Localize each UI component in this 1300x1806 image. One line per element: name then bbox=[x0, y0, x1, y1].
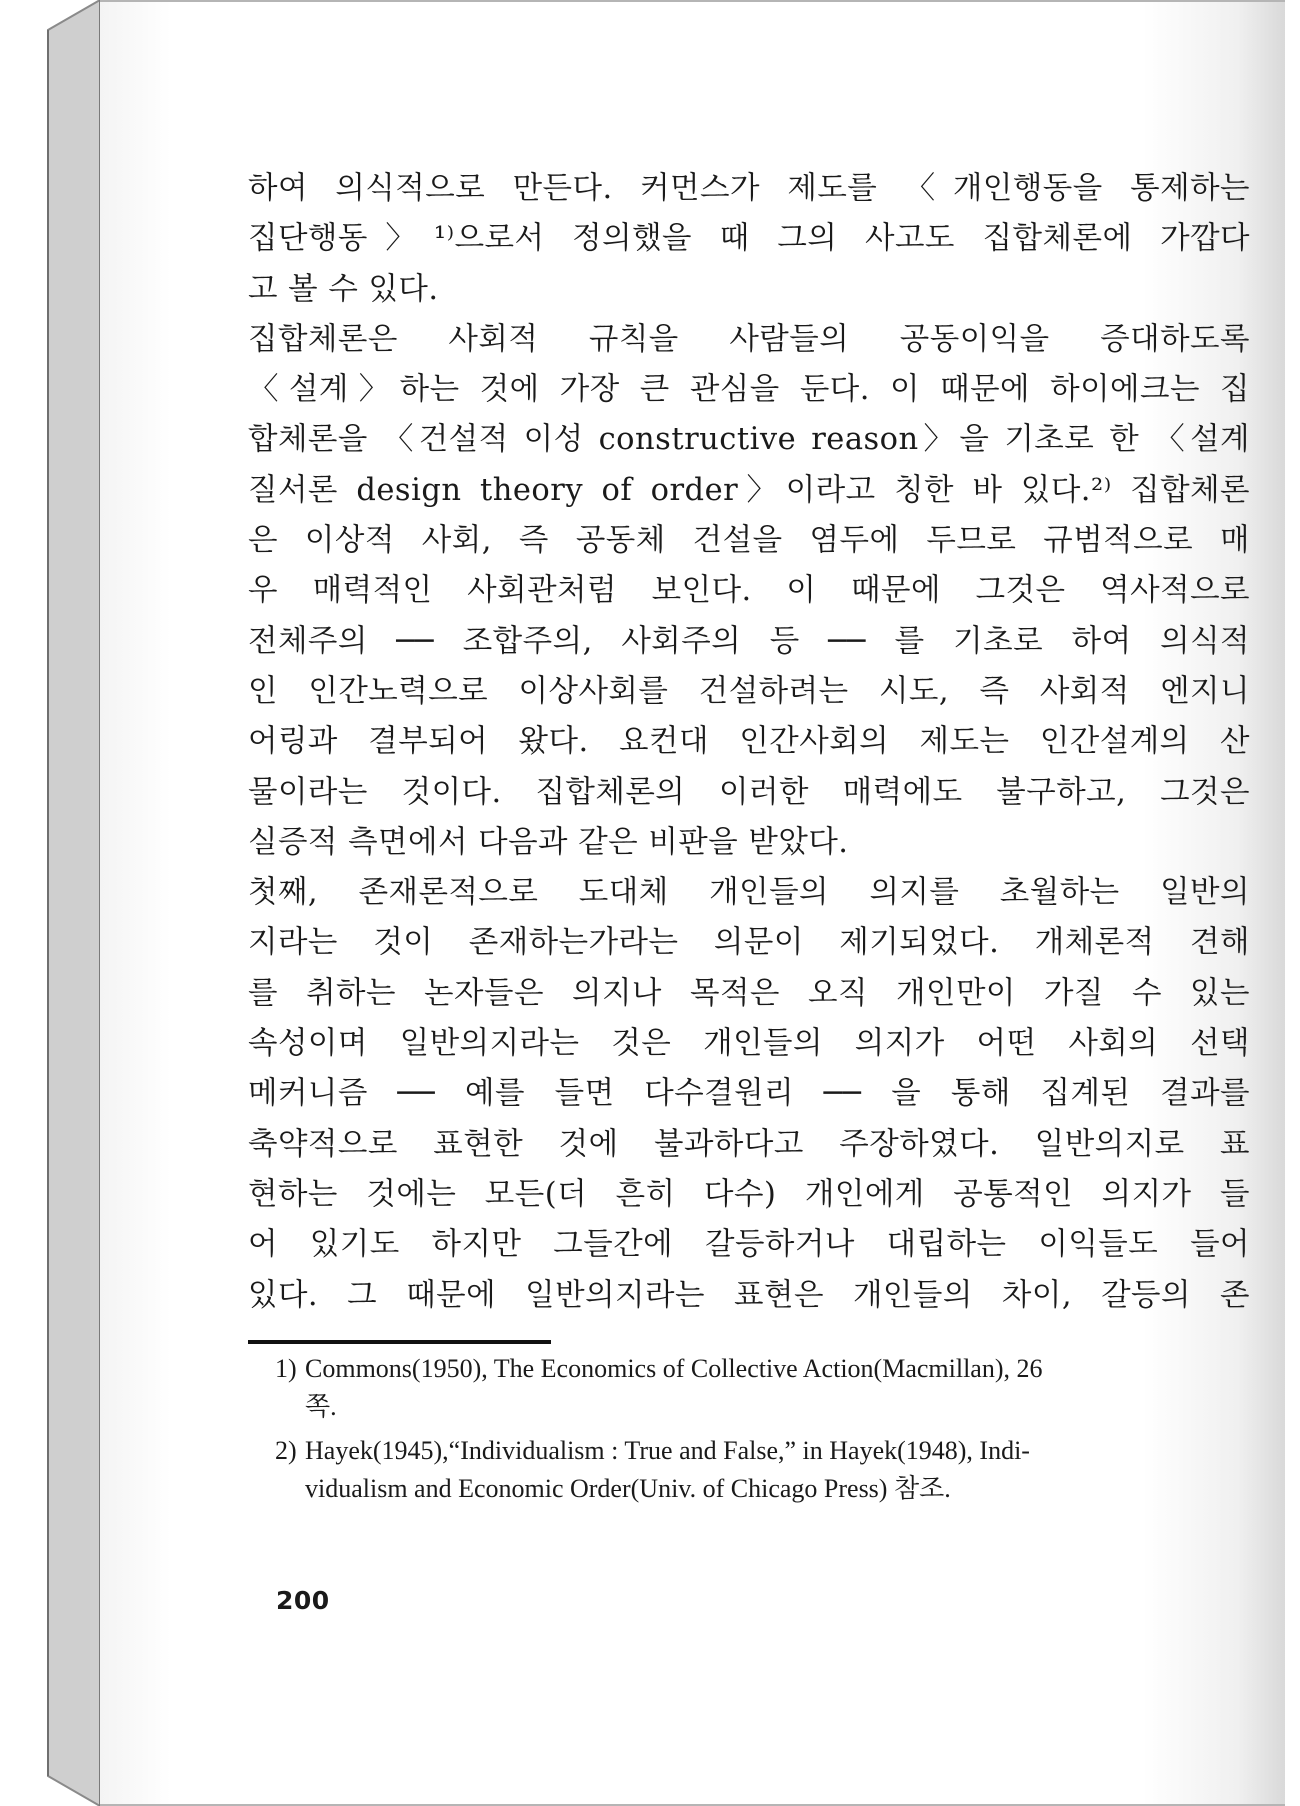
body-text bbox=[248, 164, 1250, 1321]
page-number: 200 bbox=[276, 1586, 330, 1615]
text-line: 어링과 결부되어 왔다. 요컨대 인간사회의 제도는 인간설계의 산 bbox=[248, 724, 1250, 760]
text-line: 메커니즘 ── 예를 들면 다수결원리 ── 을 통해 집계된 결과를 bbox=[248, 1076, 1250, 1112]
text-line: 속성이며 일반의지라는 것은 개인들의 의지가 어떤 사회의 선택 bbox=[248, 1026, 1250, 1062]
text-line: 전체주의 ── 조합주의, 사회주의 등 ── 를 기초로 하여 의식적 bbox=[248, 623, 1250, 659]
text-line: 첫째, 존재론적으로 도대체 개인들의 의지를 초월하는 일반의 bbox=[248, 875, 1250, 911]
text-line: 인 인간노력으로 이상사회를 건설하려는 시도, 즉 사회적 엔지니 bbox=[248, 673, 1250, 709]
text-line: 지라는 것이 존재하는가라는 의문이 제기되었다. 개체론적 견해 bbox=[248, 925, 1250, 961]
text-line: 를 취하는 논자들은 의지나 목적은 오직 개인만이 가질 수 있는 bbox=[248, 975, 1250, 1011]
text-line: 질서론 design theory of order〉이라고 칭한 바 있다.²⁾ 집합체론 bbox=[248, 472, 1250, 508]
text-line: 집단행동〉¹⁾으로서 정의했을 때 그의 사고도 집합체론에 가깝다 bbox=[248, 221, 1250, 257]
footnote-2-continuation: vidualism and Economic Order(Univ. of Chicago Press) 참조. bbox=[305, 1474, 951, 1503]
book-page bbox=[100, 0, 1285, 1806]
footnote-1 bbox=[275, 1350, 1250, 1388]
footnote-text: Commons(1950), The Economics of Collective Action(Macmillan), 26 bbox=[305, 1354, 1043, 1383]
text-line: 〈설계〉하는 것에 가장 큰 관심을 둔다. 이 때문에 하이에크는 집 bbox=[248, 372, 1250, 408]
page-frame bbox=[100, 0, 1285, 1806]
footnote-2 bbox=[275, 1432, 1250, 1470]
footnotes bbox=[275, 1350, 1250, 1508]
text-line: 합체론을 〈건설적 이성 constructive reason〉을 기초로 한 〈설계 bbox=[248, 422, 1250, 458]
text-line: 고 볼 수 있다. bbox=[248, 271, 439, 307]
text-line: 집합체론은 사회적 규칙을 사람들의 공동이익을 증대하도록 bbox=[248, 321, 1250, 357]
footnote-divider bbox=[248, 1340, 551, 1344]
text-line: 실증적 측면에서 다음과 같은 비판을 받았다. bbox=[248, 824, 849, 860]
text-line: 현하는 것에는 모든(더 흔히 다수) 개인에게 공통적인 의지가 들 bbox=[248, 1176, 1250, 1212]
text-line: 하여 의식적으로 만든다. 커먼스가 제도를 〈개인행동을 통제하는 bbox=[248, 171, 1250, 206]
footnote-1-continuation: 쪽. bbox=[305, 1392, 337, 1421]
text-line: 축약적으로 표현한 것에 불과하다고 주장하였다. 일반의지로 표 bbox=[248, 1126, 1250, 1162]
text-line: 어 있기도 하지만 그들간에 갈등하거나 대립하는 이익들도 들어 bbox=[248, 1227, 1250, 1263]
text-line: 은 이상적 사회, 즉 공동체 건설을 염두에 두므로 규범적으로 매 bbox=[248, 523, 1250, 559]
text-line: 물이라는 것이다. 집합체론의 이러한 매력에도 불구하고, 그것은 bbox=[248, 774, 1250, 810]
footnote-number: 1) bbox=[275, 1354, 297, 1383]
text-line: 있다. 그 때문에 일반의지라는 표현은 개인들의 차이, 갈등의 존 bbox=[248, 1277, 1250, 1313]
text-line: 우 매력적인 사회관처럼 보인다. 이 때문에 그것은 역사적으로 bbox=[248, 573, 1250, 609]
footnote-number: 2) bbox=[275, 1436, 297, 1465]
footnote-text: Hayek(1945),“Individualism : True and False,” in Hayek(1948), Indi- bbox=[305, 1436, 1030, 1465]
